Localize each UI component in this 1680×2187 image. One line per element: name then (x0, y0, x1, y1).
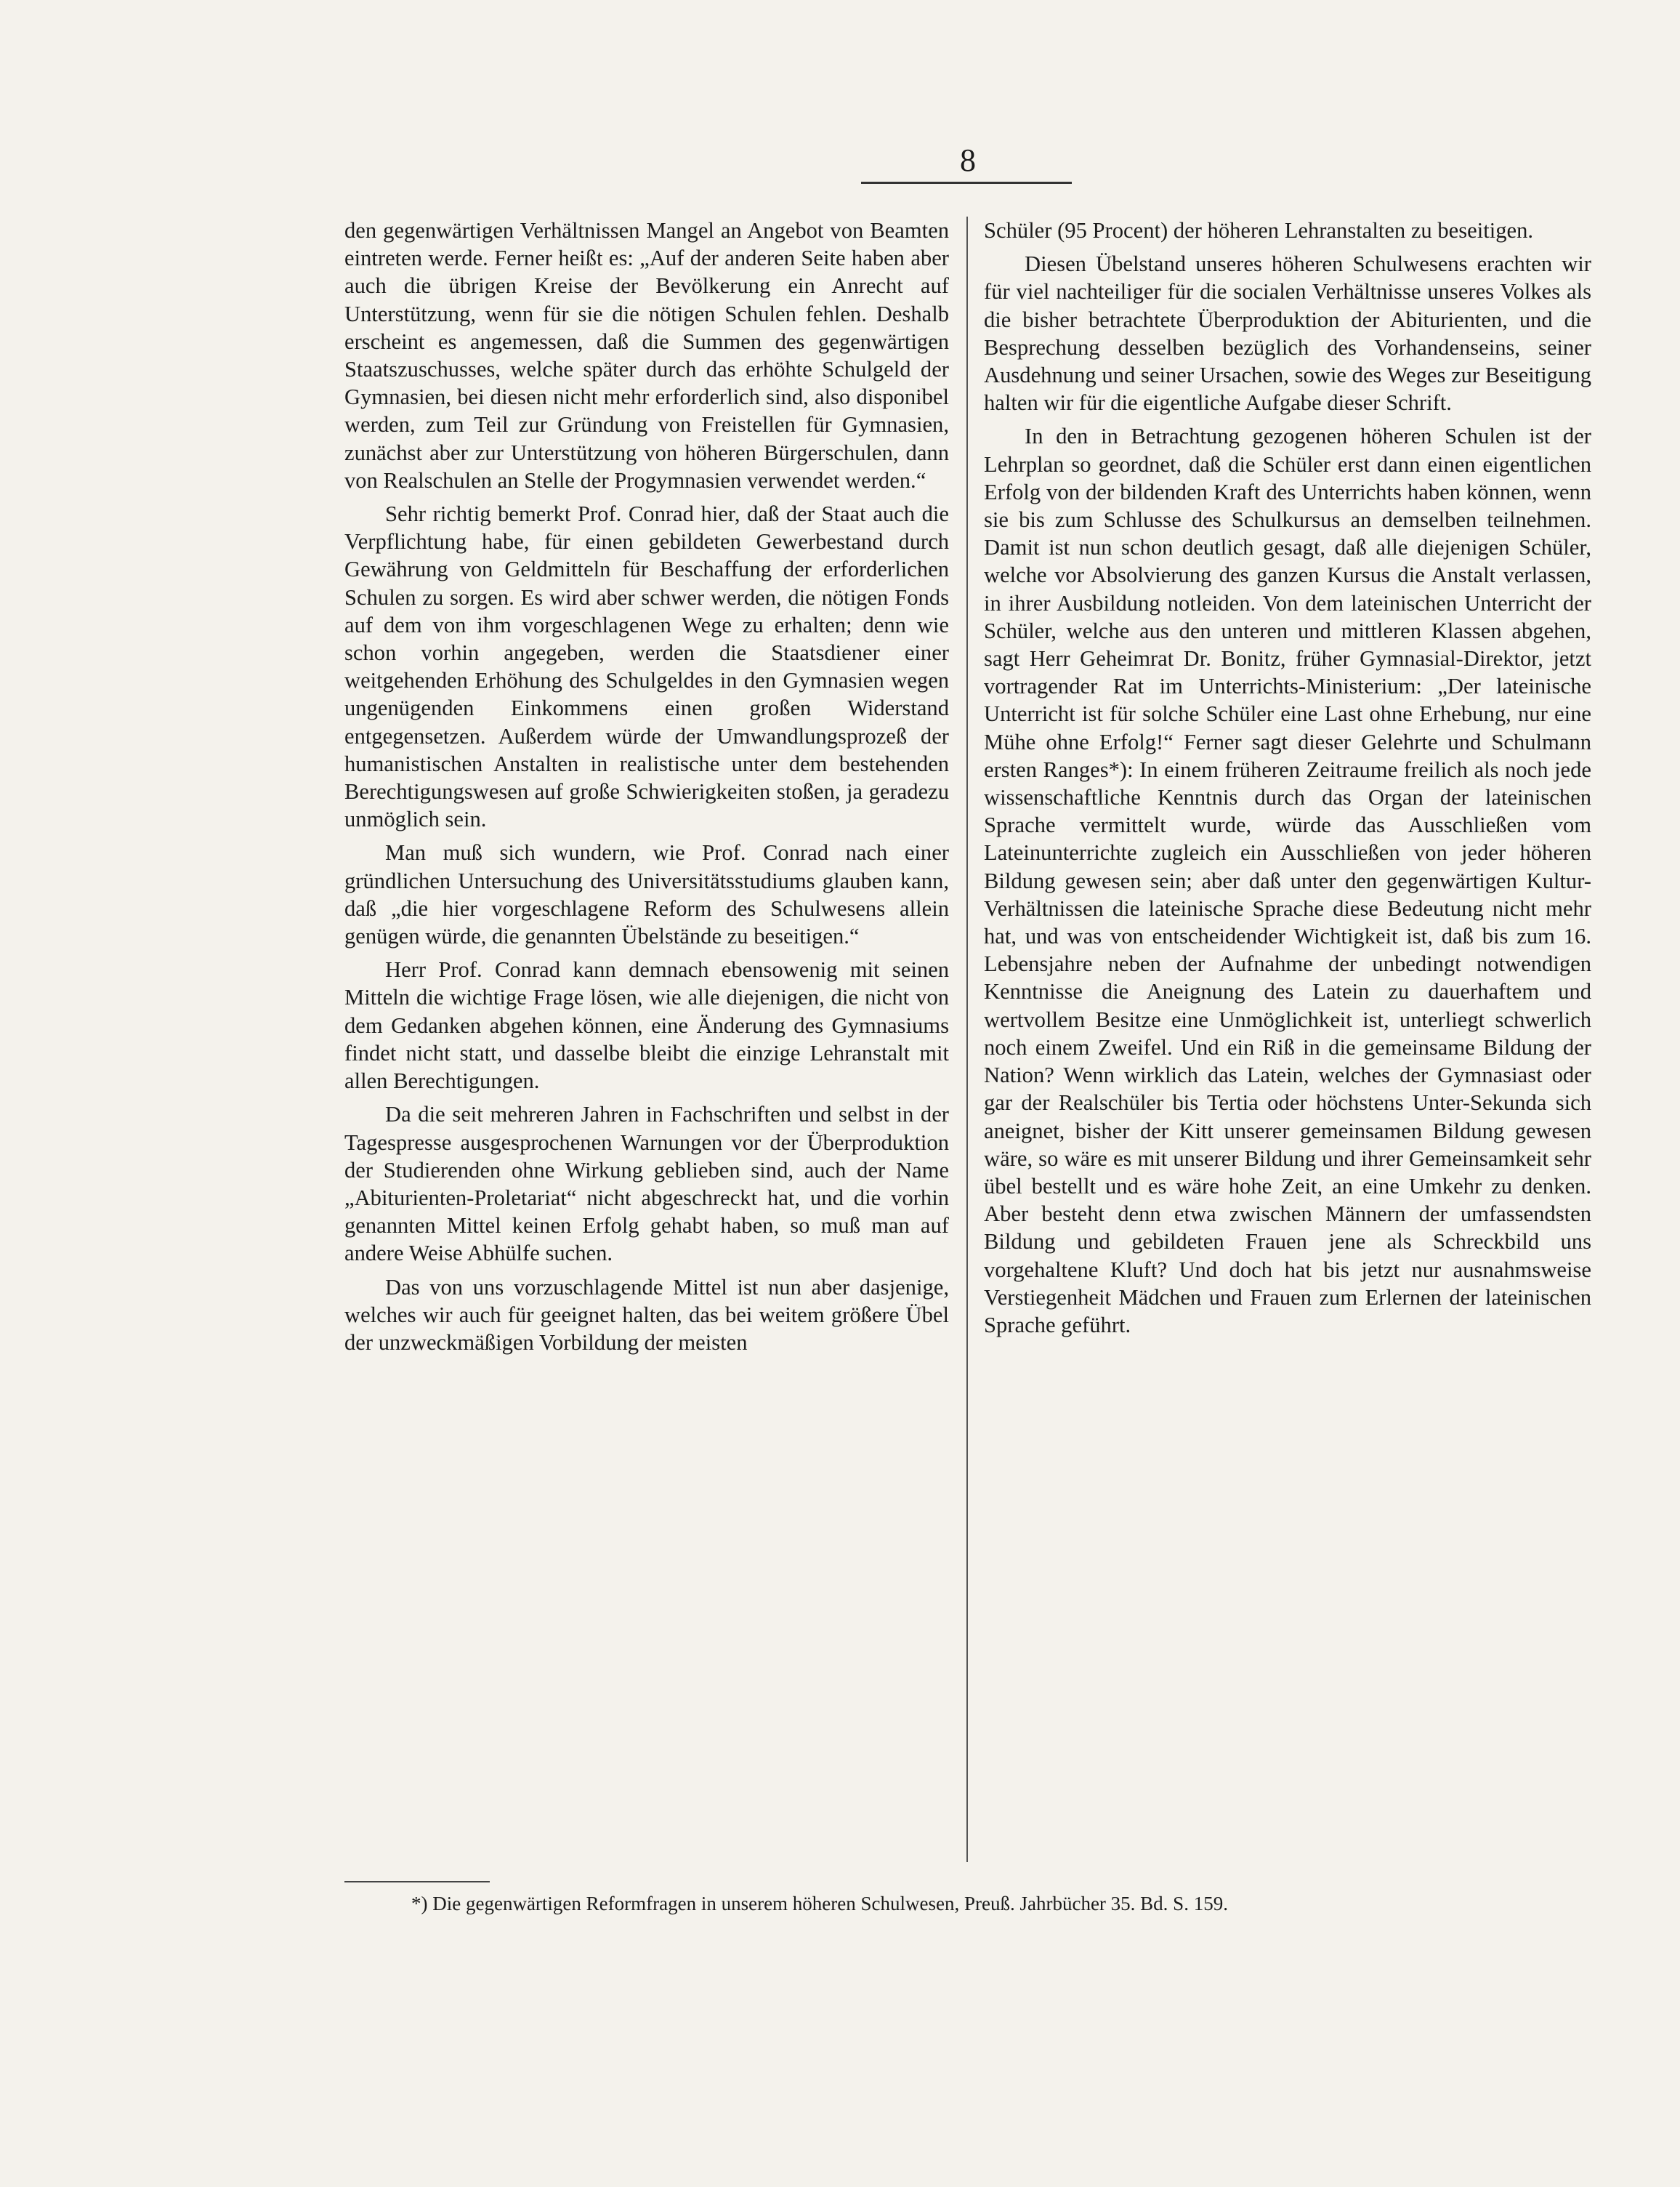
footnote: *) Die gegenwärtigen Reformfragen in unserem höheren Schulwesen, Preuß. Jahrbücher 35. Bd. S. 159. (411, 1893, 1228, 1914)
right-paragraph-1: Schüler (95 Procent) der höheren Lehranstalten zu beseitigen. (984, 218, 1534, 243)
left-paragraph-3: Man muß sich wundern, wie Prof. Conrad nach einer gründlichen Untersuchung des Universitätsstudiums glauben kann, daß „die hier vorgeschlagene Reform des Schulwesens allein genügen würde, die genannten Übelstände zu beseitigen.“ (344, 840, 949, 949)
left-paragraph-4: Herr Prof. Conrad kann demnach ebensowenig mit seinen Mitteln die wichtige Frage lösen, wie alle diejenigen, die nicht von dem Gedanken abgehen können, eine Änderung des Gymnasiums findet nicht statt, und dasselbe bleibt die einzige Lehranstalt mit allen Berechtigungen. (344, 957, 949, 1094)
column-divider (966, 217, 968, 1862)
right-column (984, 217, 1591, 1345)
footnote-rule (344, 1881, 490, 1882)
left-column (344, 217, 949, 1362)
page-number: 8 (960, 142, 976, 178)
page-number-rule (861, 182, 1072, 184)
right-paragraph-2: Diesen Übelstand unseres höheren Schulwesens erachten wir für viel nachteiliger für die socialen Verhältnisse unseres Volkes als die bisher betrachtete Überproduktion der Abiturienten, und die Besprechung desselben bezüglich des Vorhandenseins, seiner Ausdehnung und seiner Ursachen, sowie des Weges zur Beseitigung halten wir für die eigentliche Aufgabe dieser Schrift. (984, 251, 1591, 416)
left-paragraph-1: den gegenwärtigen Verhältnissen Mangel an Angebot von Beamten eintreten werde. Ferner heißt es: „Auf der anderen Seite haben aber auch die übrigen Kreise der Bevölkerung ein Anrecht auf Unterstützung, wenn für sie die nötigen Schulen fehlen. Deshalb erscheint es angemessen, daß die Summen des gegenwärtigen Staatszuschusses, welche später durch das erhöhte Schulgeld der Gymnasien, bei diesen nicht mehr erforderlich sind, also disponibel werden, zum Teil zur Gründung von Freistellen für Gymnasien, zunächst aber zur Unterstützung von höheren Bürgerschulen, dann von Realschulen an Stelle der Progymnasien verwendet werden.“ (344, 218, 949, 493)
right-paragraph-3: In den in Betrachtung gezogenen höheren Schulen ist der Lehrplan so geordnet, daß die Schüler erst dann einen eigentlichen Erfolg von der bildenden Kraft des Unterrichts haben können, wenn sie bis zum Schlusse des Schulkursus an demselben teilnehmen. Damit ist nun schon deutlich gesagt, daß alle diejenigen Schüler, welche vor Absolvierung des ganzen Kursus die Anstalt verlassen, in ihrer Ausbildung notleiden. Von dem lateinischen Unterricht der Schüler, welche aus den unteren und mittleren Klassen abgehen, sagt Herr Geheimrat Dr. Bonitz, früher Gymnasial-Direktor, jetzt vortragender Rat im Unterrichts-Ministerium: „Der lateinische Unterricht ist für solche Schüler eine Last ohne Erhebung, nur eine Mühe ohne Erfolg!“ Ferner sagt dieser Gelehrte und Schulmann ersten Ranges*): In einem früheren Zeitraume freilich als noch jede wissenschaftliche Kenntnis durch das Organ der lateinischen Sprache vermittelt wurde, würde das Ausschließen vom Lateinunterrichte zugleich ein Ausschließen von jeder höheren Bildung gewesen sein; aber daß unter den gegenwärtigen Kultur-Verhältnissen die lateinische Sprache diese Bedeutung nicht mehr hat, und was von entscheidender Wichtigkeit ist, daß bis zum 16. Lebensjahre neben der Aufnahme der unbedingt notwendigen Kenntnisse die Aneignung des Latein zu dauerhaftem und wertvollem Besitze eine Unmöglichkeit ist, unterliegt schwerlich noch einem Zweifel. Und ein Riß in die gemeinsame Bildung der Nation? Wenn wirklich das Latein, welches der Gymnasiast oder gar der Realschüler bis Tertia oder höchstens Unter-Sekunda sich aneignet, bisher der Kitt unserer gemeinsamen Bildung gewesen wäre, so wäre es mit unserer Bildung und ihrer Gemeinsamkeit sehr übel bestellt und es wäre hohe Zeit, an eine Umkehr zu denken. Aber besteht denn etwa zwischen Männern der umfassendsten Bildung und gebildeten Frauen jene als Schreckbild uns vorgehaltene Kluft? Und doch hat bis jetzt nur ausnahmsweise Verstiegenheit Mädchen und Frauen zum Erlernen der lateinischen Sprache geführt. (984, 424, 1591, 1337)
left-paragraph-2: Sehr richtig bemerkt Prof. Conrad hier, daß der Staat auch die Verpflichtung habe, für einen gebildeten Gewerbestand durch Gewährung von Geldmitteln für Beschaffung der erforderlichen Schulen zu sorgen. Es wird aber schwer werden, die nötigen Fonds auf dem von ihm vorgeschlagenen Wege zu erhalten; denn wie schon vorhin angegeben, werden die Staatsdiener einer weitgehenden Erhöhung des Schulgeldes in den Gymnasien wegen ungenügenden Einkommens einen großen Widerstand entgegensetzen. Außerdem würde der Umwandlungsprozeß der humanistischen Anstalten in realistische unter dem bestehenden Berechtigungswesen auf große Schwierigkeiten stoßen, ja geradezu unmöglich sein. (344, 502, 949, 832)
left-paragraph-5: Da die seit mehreren Jahren in Fachschriften und selbst in der Tagespresse ausgesprochenen Warnungen vor der Überproduktion der Studierenden ohne Wirkung geblieben sind, auch der Name „Abiturienten-Proletariat“ nicht abgeschreckt hat, und die vorhin genannten Mittel keinen Erfolg gehabt haben, so muß man auf andere Weise Abhülfe suchen. (344, 1102, 949, 1266)
left-paragraph-6: Das von uns vorzuschlagende Mittel ist nun aber dasjenige, welches wir auch für geeignet halten, das bei weitem größere Übel der unzweckmäßigen Vorbildung der meisten (344, 1274, 949, 1355)
